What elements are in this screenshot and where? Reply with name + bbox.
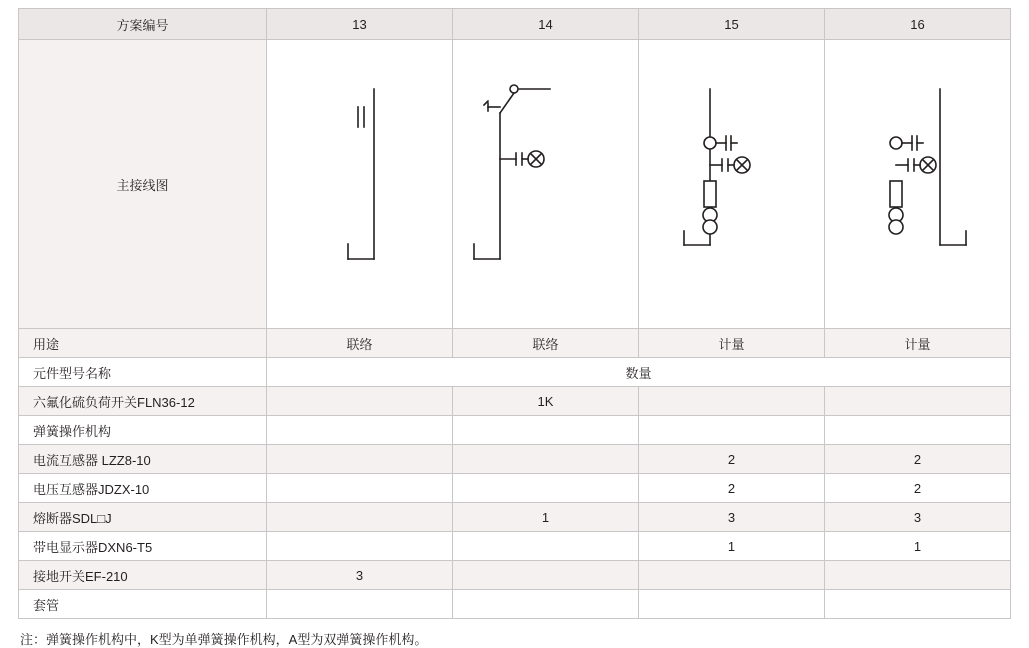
component-qty-16 bbox=[825, 416, 1011, 445]
header-col-16: 16 bbox=[825, 9, 1011, 40]
header-scheme-number: 方案编号 bbox=[19, 9, 267, 40]
table-row bbox=[19, 416, 1011, 445]
quantity-label: 数量 bbox=[267, 358, 1011, 387]
component-qty-14: 1K bbox=[453, 387, 639, 416]
component-qty-16: 2 bbox=[825, 474, 1011, 503]
component-qty-16 bbox=[825, 561, 1011, 590]
component-qty-13 bbox=[267, 590, 453, 619]
component-qty-13 bbox=[267, 416, 453, 445]
main-wiring-diagram-row bbox=[19, 40, 1011, 329]
component-name: 套管 bbox=[19, 590, 267, 619]
table-row bbox=[19, 387, 1011, 416]
component-qty-14 bbox=[453, 445, 639, 474]
component-qty-13 bbox=[267, 503, 453, 532]
component-qty-16 bbox=[825, 387, 1011, 416]
component-name: 六氟化硫负荷开关FLN36-12 bbox=[19, 387, 267, 416]
component-qty-14 bbox=[453, 532, 639, 561]
component-qty-16: 2 bbox=[825, 445, 1011, 474]
header-col-15: 15 bbox=[639, 9, 825, 40]
component-qty-15 bbox=[639, 387, 825, 416]
component-qty-15: 2 bbox=[639, 445, 825, 474]
usage-value-15: 计量 bbox=[639, 329, 825, 358]
diagram-cell-14 bbox=[453, 40, 639, 329]
table-header-row bbox=[19, 9, 1011, 40]
component-qty-13 bbox=[267, 387, 453, 416]
component-qty-16 bbox=[825, 590, 1011, 619]
component-name: 弹簧操作机构 bbox=[19, 416, 267, 445]
diagram-cell-16 bbox=[825, 40, 1011, 329]
diagram-cell-13 bbox=[267, 40, 453, 329]
component-name: 电流互感器 LZZ8-10 bbox=[19, 445, 267, 474]
component-qty-13: 3 bbox=[267, 561, 453, 590]
wiring-diagram-14 bbox=[456, 69, 636, 299]
specification-table bbox=[18, 8, 1011, 619]
component-qty-15 bbox=[639, 590, 825, 619]
component-qty-15: 3 bbox=[639, 503, 825, 532]
wiring-diagram-13 bbox=[270, 69, 450, 299]
component-name: 接地开关EF-210 bbox=[19, 561, 267, 590]
component-qty-15: 2 bbox=[639, 474, 825, 503]
header-col-13: 13 bbox=[267, 9, 453, 40]
table-row bbox=[19, 590, 1011, 619]
usage-row bbox=[19, 329, 1011, 358]
component-name: 带电显示器DXN6-T5 bbox=[19, 532, 267, 561]
table-row bbox=[19, 445, 1011, 474]
table-row bbox=[19, 561, 1011, 590]
component-header-row bbox=[19, 358, 1011, 387]
usage-value-16: 计量 bbox=[825, 329, 1011, 358]
component-name: 电压互感器JDZX-10 bbox=[19, 474, 267, 503]
header-col-14: 14 bbox=[453, 9, 639, 40]
component-qty-16: 3 bbox=[825, 503, 1011, 532]
table-row bbox=[19, 503, 1011, 532]
component-qty-14 bbox=[453, 474, 639, 503]
component-qty-15 bbox=[639, 561, 825, 590]
table-row bbox=[19, 532, 1011, 561]
table-row bbox=[19, 474, 1011, 503]
component-qty-15 bbox=[639, 416, 825, 445]
component-qty-14: 1 bbox=[453, 503, 639, 532]
usage-value-13: 联络 bbox=[267, 329, 453, 358]
wiring-diagram-16 bbox=[828, 69, 1008, 299]
wiring-diagram-15 bbox=[642, 69, 822, 299]
diagram-cell-15 bbox=[639, 40, 825, 329]
usage-value-14: 联络 bbox=[453, 329, 639, 358]
footnote: 注：弹簧操作机构中，K型为单弹簧操作机构，A型为双弹簧操作机构。 bbox=[20, 632, 428, 647]
component-qty-14 bbox=[453, 561, 639, 590]
component-qty-13 bbox=[267, 532, 453, 561]
component-qty-14 bbox=[453, 416, 639, 445]
usage-label: 用途 bbox=[19, 329, 267, 358]
component-qty-13 bbox=[267, 445, 453, 474]
component-qty-15: 1 bbox=[639, 532, 825, 561]
component-model-name-label: 元件型号名称 bbox=[19, 358, 267, 387]
component-qty-13 bbox=[267, 474, 453, 503]
component-name: 熔断器SDL□J bbox=[19, 503, 267, 532]
component-qty-16: 1 bbox=[825, 532, 1011, 561]
component-qty-14 bbox=[453, 590, 639, 619]
main-wiring-diagram-label: 主接线图 bbox=[19, 40, 267, 329]
